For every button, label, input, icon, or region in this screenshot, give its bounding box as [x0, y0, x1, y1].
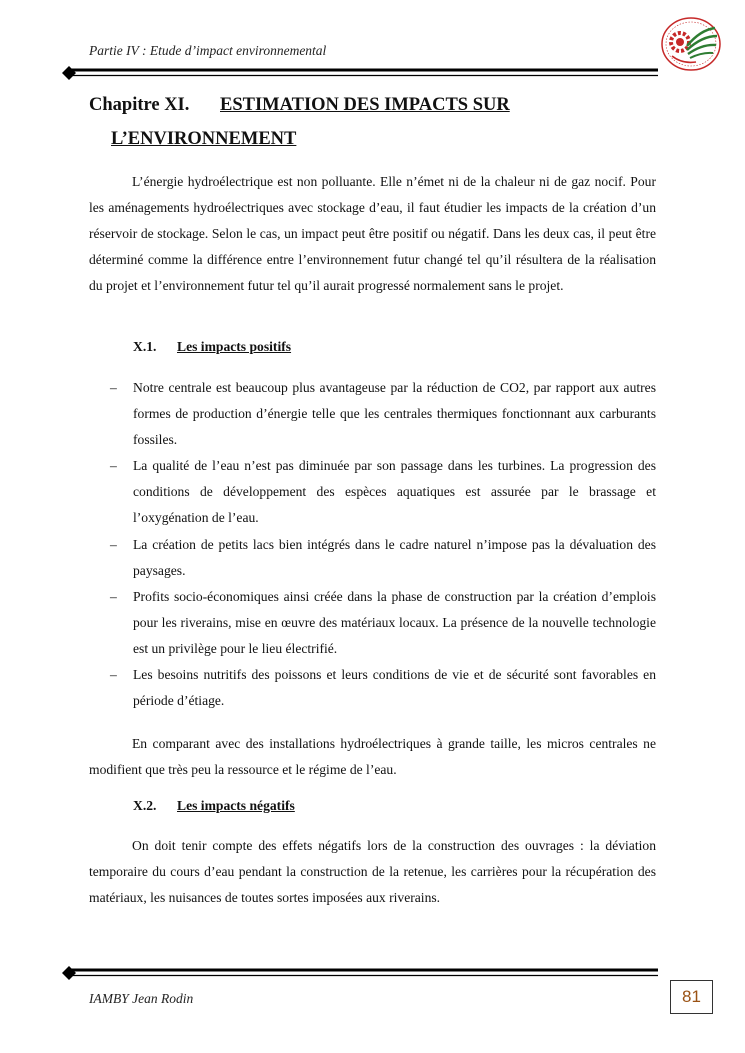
chapter-title-line1: ESTIMATION DES IMPACTS SUR [220, 95, 510, 115]
chapter-heading [89, 88, 659, 156]
section-number: X.1. [133, 339, 157, 354]
list-item-text: La qualité de l’eau n’est pas diminuée par son passage dans les turbines. La progression des conditions de développement des espèces aquatiques est assurée par le brassage et l’oxygénation de l’eau. [133, 458, 656, 526]
footer-author: IAMBY Jean Rodin [89, 991, 194, 1006]
bullet-marker: – [110, 536, 117, 552]
list-item-text: Notre centrale est beaucoup plus avantageuse par la réduction de CO2, par rapport aux autres formes de production d’énergie telle que les centrales thermiques fonctionnant aux carburants fossiles. [133, 380, 656, 448]
header-title: Partie IV : Etude d’impact environnemental [89, 43, 327, 58]
header-divider [62, 66, 658, 80]
section-heading-positive [133, 339, 291, 355]
comparison-paragraph: En comparant avec des installations hydroélectriques à grande taille, les micros centrales ne modifient que très peu la ressource et le régime de l’eau. [89, 736, 656, 778]
list-item [89, 662, 656, 714]
chapter-number: Chapitre XI. [89, 95, 190, 115]
list-item [89, 584, 656, 662]
page-number: 81 [670, 980, 713, 1014]
list-item-text: Les besoins nutritifs des poissons et leurs conditions de vie et de sécurité sont favorables en période d’étiage. [133, 667, 656, 709]
list-item [89, 453, 656, 531]
list-item-text: Profits socio-économiques ainsi créée dans la phase de construction par la création d’emplois pour les riverains, mise en œuvre des matériaux locaux. La présence de la nouvelle technologie est un privilège pour le lieu électrifié. [133, 588, 656, 656]
section-number: X.2. [133, 798, 157, 813]
chapter-title-line2: L’ENVIRONNEMENT [111, 129, 297, 149]
bullet-marker: – [110, 667, 117, 683]
intro-paragraph: L’énergie hydroélectrique est non polluante. Elle n’émet ni de la chaleur ni de gaz nocif. Pour les aménagements hydroélectriques avec stockage d’eau, il faut étudier les impacts de la création d’un réservoir de stockage. Selon le cas, un impact peut être positif ou négatif. Dans les deux cas, il peut être déterminé comme la différence entre l’environnement futur changé tel qu’il résultera de la réalisation du projet et l’environnement futur tel qu’il aurait progressé normalement sans le projet. [89, 174, 656, 294]
list-item [89, 375, 656, 453]
positive-impacts-list [89, 375, 656, 714]
section-title: Les impacts positifs [177, 339, 292, 354]
bullet-marker: – [110, 588, 117, 604]
section-heading-negative [133, 798, 295, 814]
section-title: Les impacts négatifs [177, 798, 295, 813]
list-item-text: La création de petits lacs bien intégrés dans le cadre naturel n’impose pas la dévaluation des paysages. [133, 536, 656, 578]
footer-divider [62, 966, 658, 980]
bullet-marker: – [110, 458, 117, 474]
university-logo-icon [660, 16, 722, 72]
negative-impacts-paragraph: On doit tenir compte des effets négatifs lors de la construction des ouvrages : la déviation temporaire du cours d’eau pendant la construction de la retenue, les carrières pour la récupération des matériaux, les nuisances de toutes sortes imposées aux riverains. [89, 838, 656, 906]
bullet-marker: – [110, 380, 117, 395]
list-item [89, 532, 656, 584]
